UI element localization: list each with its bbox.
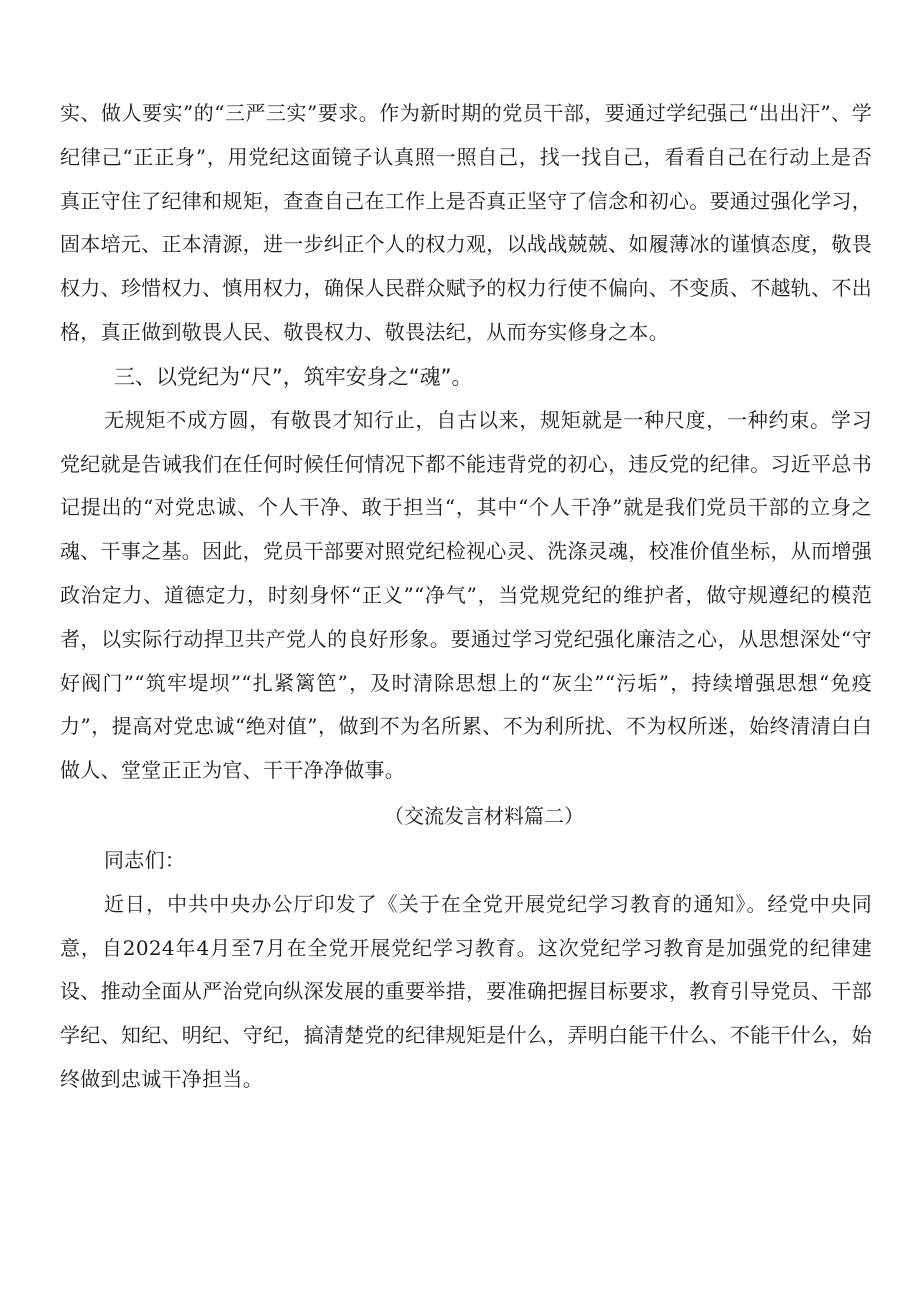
paragraph-continued: 实、做人要实”的“三严三实”要求。作为新时期的党员干部，要通过学纪强己“出出汗”、学纪律己“正正身”，用党纪这面镜子认真照一照自己，找一找自己，看看自己在行动上是否真正守住了纪律和规矩，查查自己在工作上是否真正坚守了信念和初心。要通过强化学习，固本培元、正本清源，进一步纠正个人的权力观，以战战兢兢、如履薄冰的谨慎态度，敬畏权力、珍惜权力、慎用权力，确保人民群众赋予的权力行使不偏向、不变质、不越轨、不出格，真正做到敬畏人民、敬畏权力、敬畏法纪，从而夯实修身之本。 xyxy=(60,101,872,344)
part-two-title: （交流发言材料篇二） xyxy=(384,803,584,828)
section-heading-3: 三、以党纪为“尺”，筑牢安身之“魂”。 xyxy=(114,364,473,389)
paragraph-part-two: 近日，中共中央办公厅印发了《关于在全党开展党纪学习教育的通知》。经党中央同意，自2024年4月至7月在全党开展党纪学习教育。这次党纪学习教育是加强党的纪律建设、推动全面从严治党向纵深发展的重要举措，要准确把握目标要求，教育引导党员、干部学纪、知纪、明纪、守纪，搞清楚党的纪律规矩是什么，弄明白能干什么、不能干什么，始终做到忠诚干净担当。 xyxy=(60,891,872,1091)
greeting: 同志们： xyxy=(104,847,186,872)
document-page xyxy=(60,92,872,1102)
paragraph-section-3: 无规矩不成方圆，有敬畏才知行止，自古以来，规矩就是一种尺度，一种约束。学习党纪就是告诫我们在任何时候任何情况下都不能违背党的初心，违反党的纪律。习近平总书记提出的“对党忠诚、个人干净、敢于担当“，其中“个人干净”就是我们党员干部的立身之魂、干事之基。因此，党员干部要对照党纪检视心灵、洗涤灵魂，校准价值坐标，从而增强政治定力、道德定力，时刻身怀“正义”“净气”，当党规党纪的维护者，做守规遵纪的模范者，以实际行动捍卫共产党人的良好形象。要通过学习党纪强化廉洁之心，从思想深处“守好阀门”“筑牢堤坝”“扎紧篱笆”，及时清除思想上的“灰尘”“污垢”，持续增强思想“免疫力”，提高对党忠诚“绝对值”，做到不为名所累、不为利所扰、不为权所迷，始终清清白白做人、堂堂正正为官、干干净净做事。 xyxy=(60,407,872,783)
